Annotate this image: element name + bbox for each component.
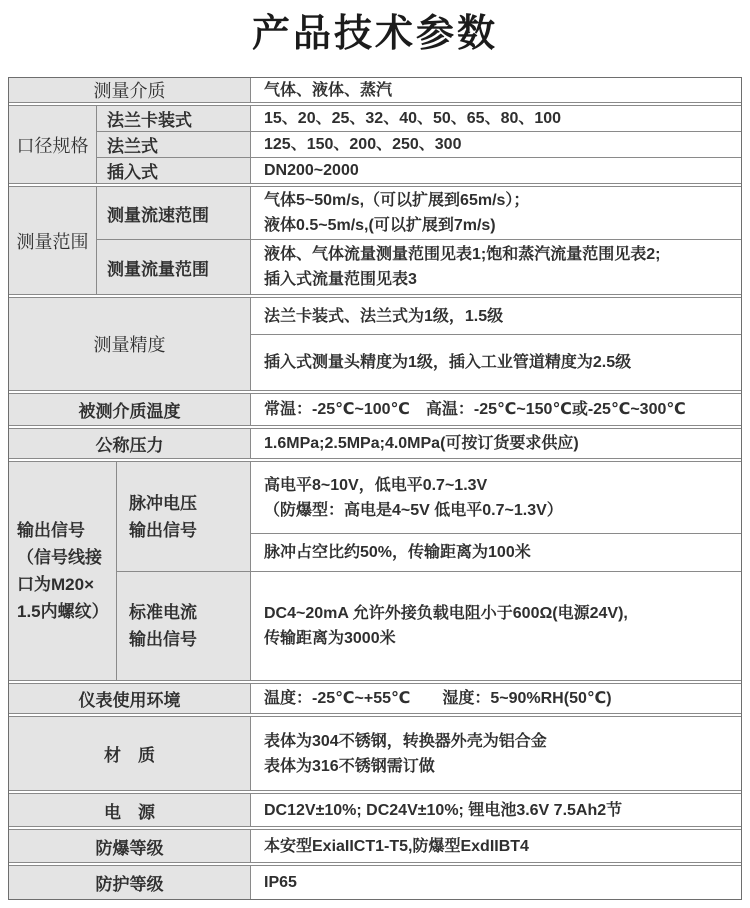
spec-table [8, 77, 742, 900]
value-nominal-pressure: 1.6MPa;2.5MPa;4.0MPa(可按订货要求供应) [251, 429, 741, 458]
label-power-supply: 电 源 [9, 794, 251, 826]
label-explosion-proof-rating: 防爆等级 [9, 830, 251, 862]
sublabel-pulse-voltage-output: 脉冲电压 输出信号 [117, 462, 250, 572]
label-medium-temperature: 被测介质温度 [9, 394, 251, 425]
row-operating-environment [9, 683, 741, 714]
value-material: 表体为304不锈钢，转换器外壳为铝合金 表体为316不锈钢需订做 [251, 717, 741, 790]
sublabel-insertion: 插入式 [97, 158, 251, 183]
value-pulse-levels: 高电平8~10V，低电平0.7~1.3V （防爆型：高电是4~5V 低电平0.7~1.3V） [251, 462, 741, 533]
label-measuring-range: 测量范围 [9, 187, 97, 294]
row-flange-clamp [97, 106, 741, 132]
label-diameter-spec: 口径规格 [9, 106, 97, 183]
value-flow-range: 液体、气体流量测量范围见表1;饱和蒸汽流量范围见表2; 插入式流量范围见表3 [251, 240, 741, 294]
label-material: 材 质 [9, 717, 251, 790]
sublabel-flange: 法兰式 [97, 132, 251, 157]
value-current-output: DC4~20mA 允许外接负载电阻小于600Ω(电源24V), 传输距离为3000米 [251, 572, 741, 680]
value-flange: 125、150、200、250、300 [251, 132, 741, 157]
row-insertion [97, 158, 741, 183]
section-diameter-spec [9, 105, 741, 184]
row-velocity-range [97, 187, 741, 240]
row-flange [97, 132, 741, 158]
value-medium-temperature: 常温：-25℃~100℃ 高温：-25℃~150℃或-25℃~300℃ [251, 394, 741, 425]
value-flange-clamp: 15、20、25、32、40、50、65、80、100 [251, 106, 741, 131]
value-measuring-medium: 气体、液体、蒸汽 [251, 78, 741, 102]
section-measuring-range [9, 186, 741, 295]
value-operating-environment: 温度：-25℃~+55℃ 湿度：5~90%RH(50℃) [251, 684, 741, 713]
sublabel-flange-clamp: 法兰卡装式 [97, 106, 251, 131]
value-accuracy-flange: 法兰卡装式、法兰式为1级，1.5级 [251, 298, 741, 334]
row-material [9, 716, 741, 791]
sublabel-velocity-range: 测量流速范围 [97, 187, 251, 239]
label-accuracy: 测量精度 [9, 298, 251, 390]
section-accuracy [9, 297, 741, 391]
sublabel-standard-current-output: 标准电流 输出信号 [129, 603, 197, 649]
row-power-supply [9, 793, 741, 827]
label-nominal-pressure: 公称压力 [9, 429, 251, 458]
value-pulse-duty-cycle: 脉冲占空比约50%，传输距离为100米 [251, 534, 741, 571]
row-measuring-medium [9, 78, 741, 103]
value-explosion-proof-rating: 本安型ExiaIICT1-T5,防爆型ExdIIBT4 [251, 830, 741, 862]
value-protection-rating: IP65 [251, 866, 741, 899]
row-nominal-pressure [9, 428, 741, 459]
label-operating-environment: 仪表使用环境 [9, 684, 251, 713]
value-velocity-range: 气体5~50m/s,（可以扩展到65m/s）； 液体0.5~5m/s,(可以扩展到7m/s) [251, 187, 741, 239]
label-output-signal: 输出信号 （信号线接 口为M20× 1.5内螺纹） [9, 462, 117, 680]
page-title: 产品技术参数 [251, 13, 498, 55]
label-measuring-medium: 测量介质 [9, 78, 251, 102]
value-accuracy-insertion: 插入式测量头精度为1级，插入工业管道精度为2.5级 [251, 335, 741, 390]
label-protection-rating: 防护等级 [9, 866, 251, 899]
sublabel-flow-range: 测量流量范围 [97, 240, 251, 294]
row-flow-range [97, 240, 741, 294]
value-power-supply: DC12V±10%; DC24V±10%; 锂电池3.6V 7.5Ah2节 [251, 794, 741, 826]
value-insertion: DN200~2000 [251, 158, 741, 183]
section-output-signal [9, 461, 741, 681]
row-protection-rating [9, 865, 741, 899]
row-medium-temperature [9, 393, 741, 426]
row-explosion-proof-rating [9, 829, 741, 863]
